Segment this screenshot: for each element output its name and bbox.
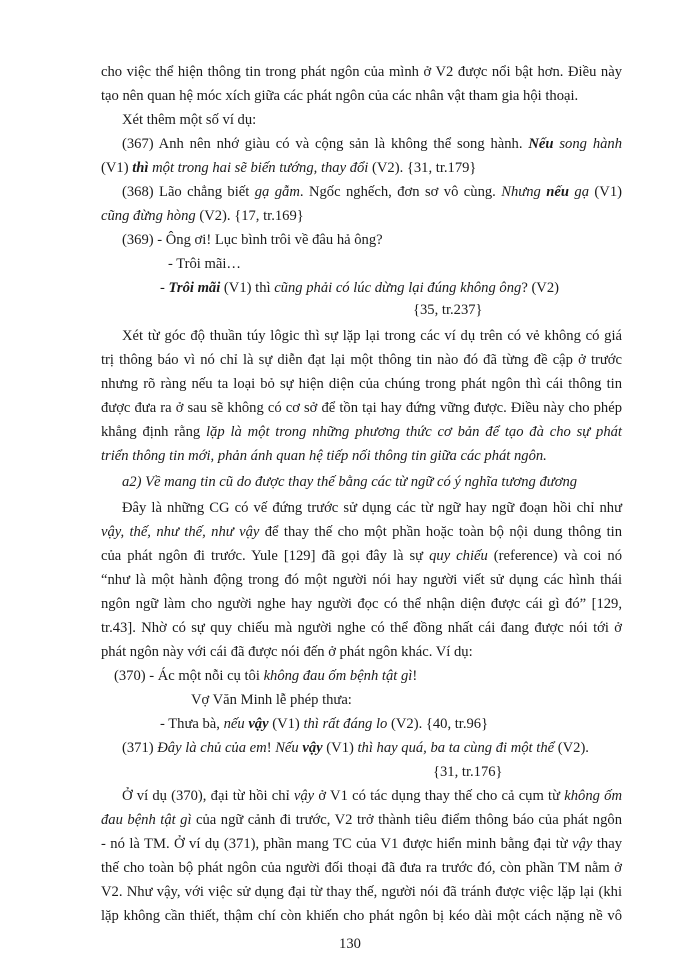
example-371: (371) Đây là chủ của em! Nếu vậy (V1) thì hay quá, ba ta cùng đi một thể (V2). (122, 740, 589, 756)
example-368-cont: cũng đừng hòng (V2). {17, tr.169} (101, 208, 304, 224)
text-line: thế cho toàn bộ phát ngôn của người đối thoại đã đưa ra trước đó, còn phần TM nằm ở (101, 860, 622, 876)
text-line: đau bệnh tật gì của ngữ cảnh đi trước, V2 trở thành tiêu điểm thông báo của phát ngôn (101, 812, 622, 828)
text-line: Ở ví dụ (370), đại từ hồi chỉ vậy ở V1 có tác dụng thay thế cho cả cụm từ không ốm (122, 788, 622, 804)
text-line: “như là một hành động trong đó một người nói hay người viết sử dụng các hình thái (101, 572, 622, 588)
example-368: (368) Lão chẳng biết gạ gẫm. Ngốc nghếch, đơn sơ vô cùng. Nhưng nếu gạ (V1) (122, 184, 622, 200)
text-line: của phát ngôn đi trước. Yule [129] đã gọi đây là sự quy chiếu (reference) và coi nó (101, 548, 622, 564)
example-369-reply: - Trôi mãi… (168, 256, 241, 272)
example-369-reply2: - Trôi mãi (V1) thì cũng phải có lúc dừng lại đúng không ông? (V2) (160, 280, 559, 296)
example-370-reply: - Thưa bà, nếu vậy (V1) thì rất đáng lo (V2). {40, tr.96} (160, 716, 489, 732)
text-line: nhưng rõ ràng nếu ta loại bỏ sự hiện diện của chúng trong phát ngôn thì cái thông tin (101, 376, 622, 392)
text-line: được đưa ra ở sau sẽ không có cơ sở để tồn tại hay đứng vững được. Điều này cho phép (101, 400, 622, 416)
section-heading: a2) Về mang tin cũ do được thay thế bằng các từ ngữ có ý nghĩa tương đương (122, 474, 578, 490)
text-line: tr.43]. Nhờ có sự quy chiếu mà người nghe có thể đồng nhất cái đang được nói tới ở (101, 620, 622, 636)
text-line: - nó là TM. Ở ví dụ (371), phần mang TC của V1 được hiển minh bằng đại từ vậy thay (101, 836, 622, 852)
citation: {31, tr.176} (433, 764, 503, 780)
page-number: 130 (339, 936, 361, 952)
text-line: lặp không cần thiết, thậm chí còn khiến cho phát ngôn bị kéo dài một cách nặng nề vô (101, 908, 622, 924)
example-369: (369) - Ông ơi! Lục bình trôi về đâu hả ông? (122, 232, 383, 248)
text-line: Xét từ góc độ thuần túy lôgic thì sự lặp lại trong các ví dụ trên có vẻ không có giá (122, 328, 622, 344)
text-line: triển thông tin mới, phản ánh quan hệ tiếp nối thông tin giữa các phát ngôn. (101, 448, 547, 464)
text-line: phát ngôn này với cái đã được nói đến ở phát ngôn khác. Ví dụ: (101, 644, 473, 660)
citation: {35, tr.237} (413, 302, 483, 318)
text-line: cho việc thể hiện thông tin trong phát ngôn của mình ở V2 được nổi bật hơn. Điều này (101, 64, 622, 80)
example-370: (370) - Ác một nỗi cụ tôi không đau ốm bệnh tật gì! (114, 668, 418, 684)
example-370-narration: Vợ Văn Minh lễ phép thưa: (191, 692, 352, 708)
example-367: (367) Anh nên nhớ giàu có và cộng sản là không thể song hành. Nếu song hành (122, 136, 623, 152)
text-line: vậy, thế, như thế, như vậy để thay thế cho một phần hoặc toàn bộ nội dung thông tin (101, 524, 622, 540)
text-line: ngôn ngữ làm cho người nghe hay người đọc có thể nhận diện được cái gì đó” [129, (101, 596, 622, 612)
text-line: trị thông báo vì nó chỉ là sự diễn đạt lại một thông tin nào đó đã từng đề cập ở trước (101, 352, 622, 368)
text-line: V2. Như vậy, với việc sử dụng đại từ thay thế, người nói đã tránh được việc lặp lại (khi (101, 884, 622, 900)
text-line: Xét thêm một số ví dụ: (122, 112, 257, 128)
text-line: Đây là những CG có vế đứng trước sử dụng các từ ngữ hay ngữ đoạn hồi chỉ như (122, 500, 622, 516)
text-line: khẳng định rằng lặp là một trong những phương thức cơ bản để tạo đà cho sự phát (101, 424, 622, 440)
text-line: tạo nên quan hệ móc xích giữa các phát ngôn của các nhân vật tham gia hội thoại. (101, 88, 579, 104)
example-367-cont: (V1) thì một trong hai sẽ biến tướng, thay đổi (V2). {31, tr.179} (101, 160, 477, 176)
